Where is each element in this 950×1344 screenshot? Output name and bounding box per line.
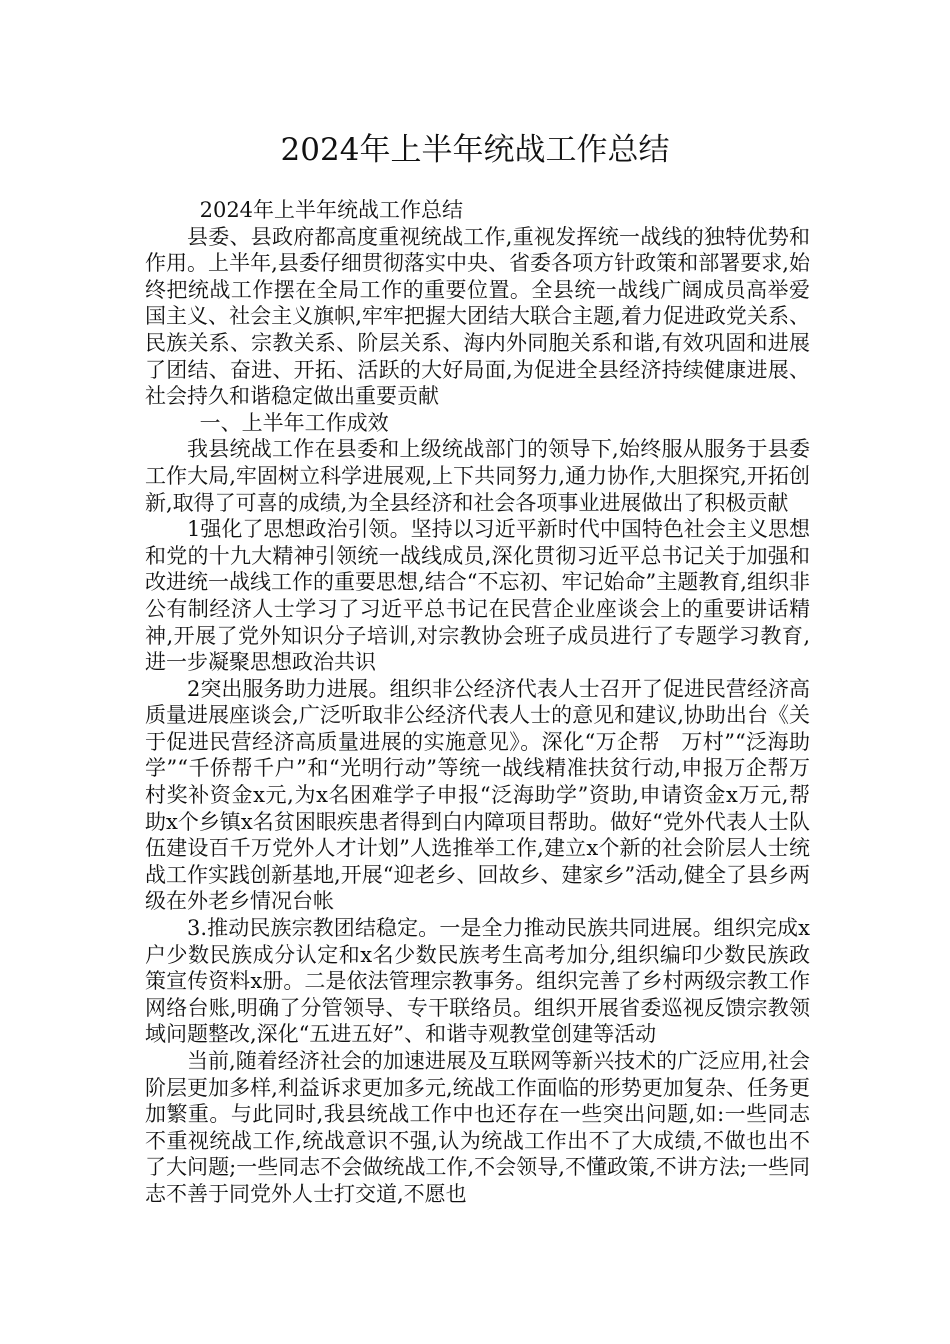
- subtitle-paragraph: 2024年上半年统战工作总结: [199, 198, 464, 222]
- document-title: 2024年上半年统战工作总结: [280, 132, 670, 168]
- item-3-paragraph: 3.推动民族宗教团结稳定。一是全力推动民族共同进展。组织完成x户少数民族成分认定和x名少数民族考生高考加分,组织编印少数民族政策宣传资料x册。二是依法管理宗教事务。组织完善了乡村两级宗教工作网络台账,明确了分管领导、专干联络员。组织开展省委巡视反馈宗教领域问题整改,深化“五进五好”、和谐寺观教堂创建等活动: [145, 916, 810, 1047]
- item-2-paragraph: 2突出服务助力进展。组织非公经济代表人士召开了促进民营经济高质量进展座谈会,广泛听取非公经济代表人士的意见和建议,协助出台《关于促进民营经济高质量进展的实施意见》。深化“万企帮 万村”“泛海助学”“千侨帮千户”和“光明行动”等统一战线精准扶贫行动,申报万企帮万村奖补资金x元,为x名困难学子申报“泛海助学”资助,申请资金x万元,帮助x个乡镇x名贫困眼疾患者得到白内障项目帮助。做好“党外代表人士队伍建设百千万党外人才计划”人选推举工作,建立x个新的社会阶层人士统战工作实践创新基地,开展“迎老乡、回故乡、建家乡”活动,健全了县乡两级在外老乡情况台帐: [145, 676, 810, 914]
- intro-paragraph: 县委、县政府都高度重视统战工作,重视发挥统一战线的独特优势和作用。上半年,县委仔细贯彻落实中央、省委各项方针政策和部署要求,始终把统战工作摆在全局工作的重要位置。全县统一战线广阔成员高举爱国主义、社会主义旗帜,牢牢把握大团结大联合主题,着力促进政党关系、民族关系、宗教关系、阶层关系、海内外同胞关系和谐,有效巩固和进展了团结、奋进、开拓、活跃的大好局面,为促进全县经济持续健康进展、社会持久和谐稳定做出重要贡献: [145, 224, 810, 409]
- problems-paragraph: 当前,随着经济社会的加速进展及互联网等新兴技术的广泛应用,社会阶层更加多样,利益诉求更加多元,统战工作面临的形势更加复杂、任务更加繁重。与此同时,我县统战工作中也还存在一些突出问题,如:一些同志不重视统战工作,统战意识不强,认为统战工作出不了大成绩,不做也出不了大问题;一些同志不会做统战工作,不会领导,不懂政策,不讲方法;一些同志不善于同党外人士打交道,不愿也: [145, 1049, 810, 1206]
- document-body: [145, 197, 810, 1208]
- item-1-paragraph: 1强化了思想政治引领。坚持以习近平新时代中国特色社会主义思想和党的十九大精神引领统一战线成员,深化贯彻习近平总书记关于加强和改进统一战线工作的重要思想,结合“不忘初、牢记始命”主题教育,组织非公有制经济人士学习了习近平总书记在民营企业座谈会上的重要讲话精神,开展了党外知识分子培训,对宗教协会班子成员进行了专题学习教育,进一步凝聚思想政治共识: [145, 517, 810, 675]
- section-heading: 一、上半年工作成效: [199, 410, 389, 435]
- achievements-paragraph: 我县统战工作在县委和上级统战部门的领导下,始终服从服务于县委工作大局,牢固树立科学进展观,上下共同努力,通力协作,大胆探究,开拓创新,取得了可喜的成绩,为全县经济和社会各项事业进展做出了积极贡献: [145, 437, 810, 515]
